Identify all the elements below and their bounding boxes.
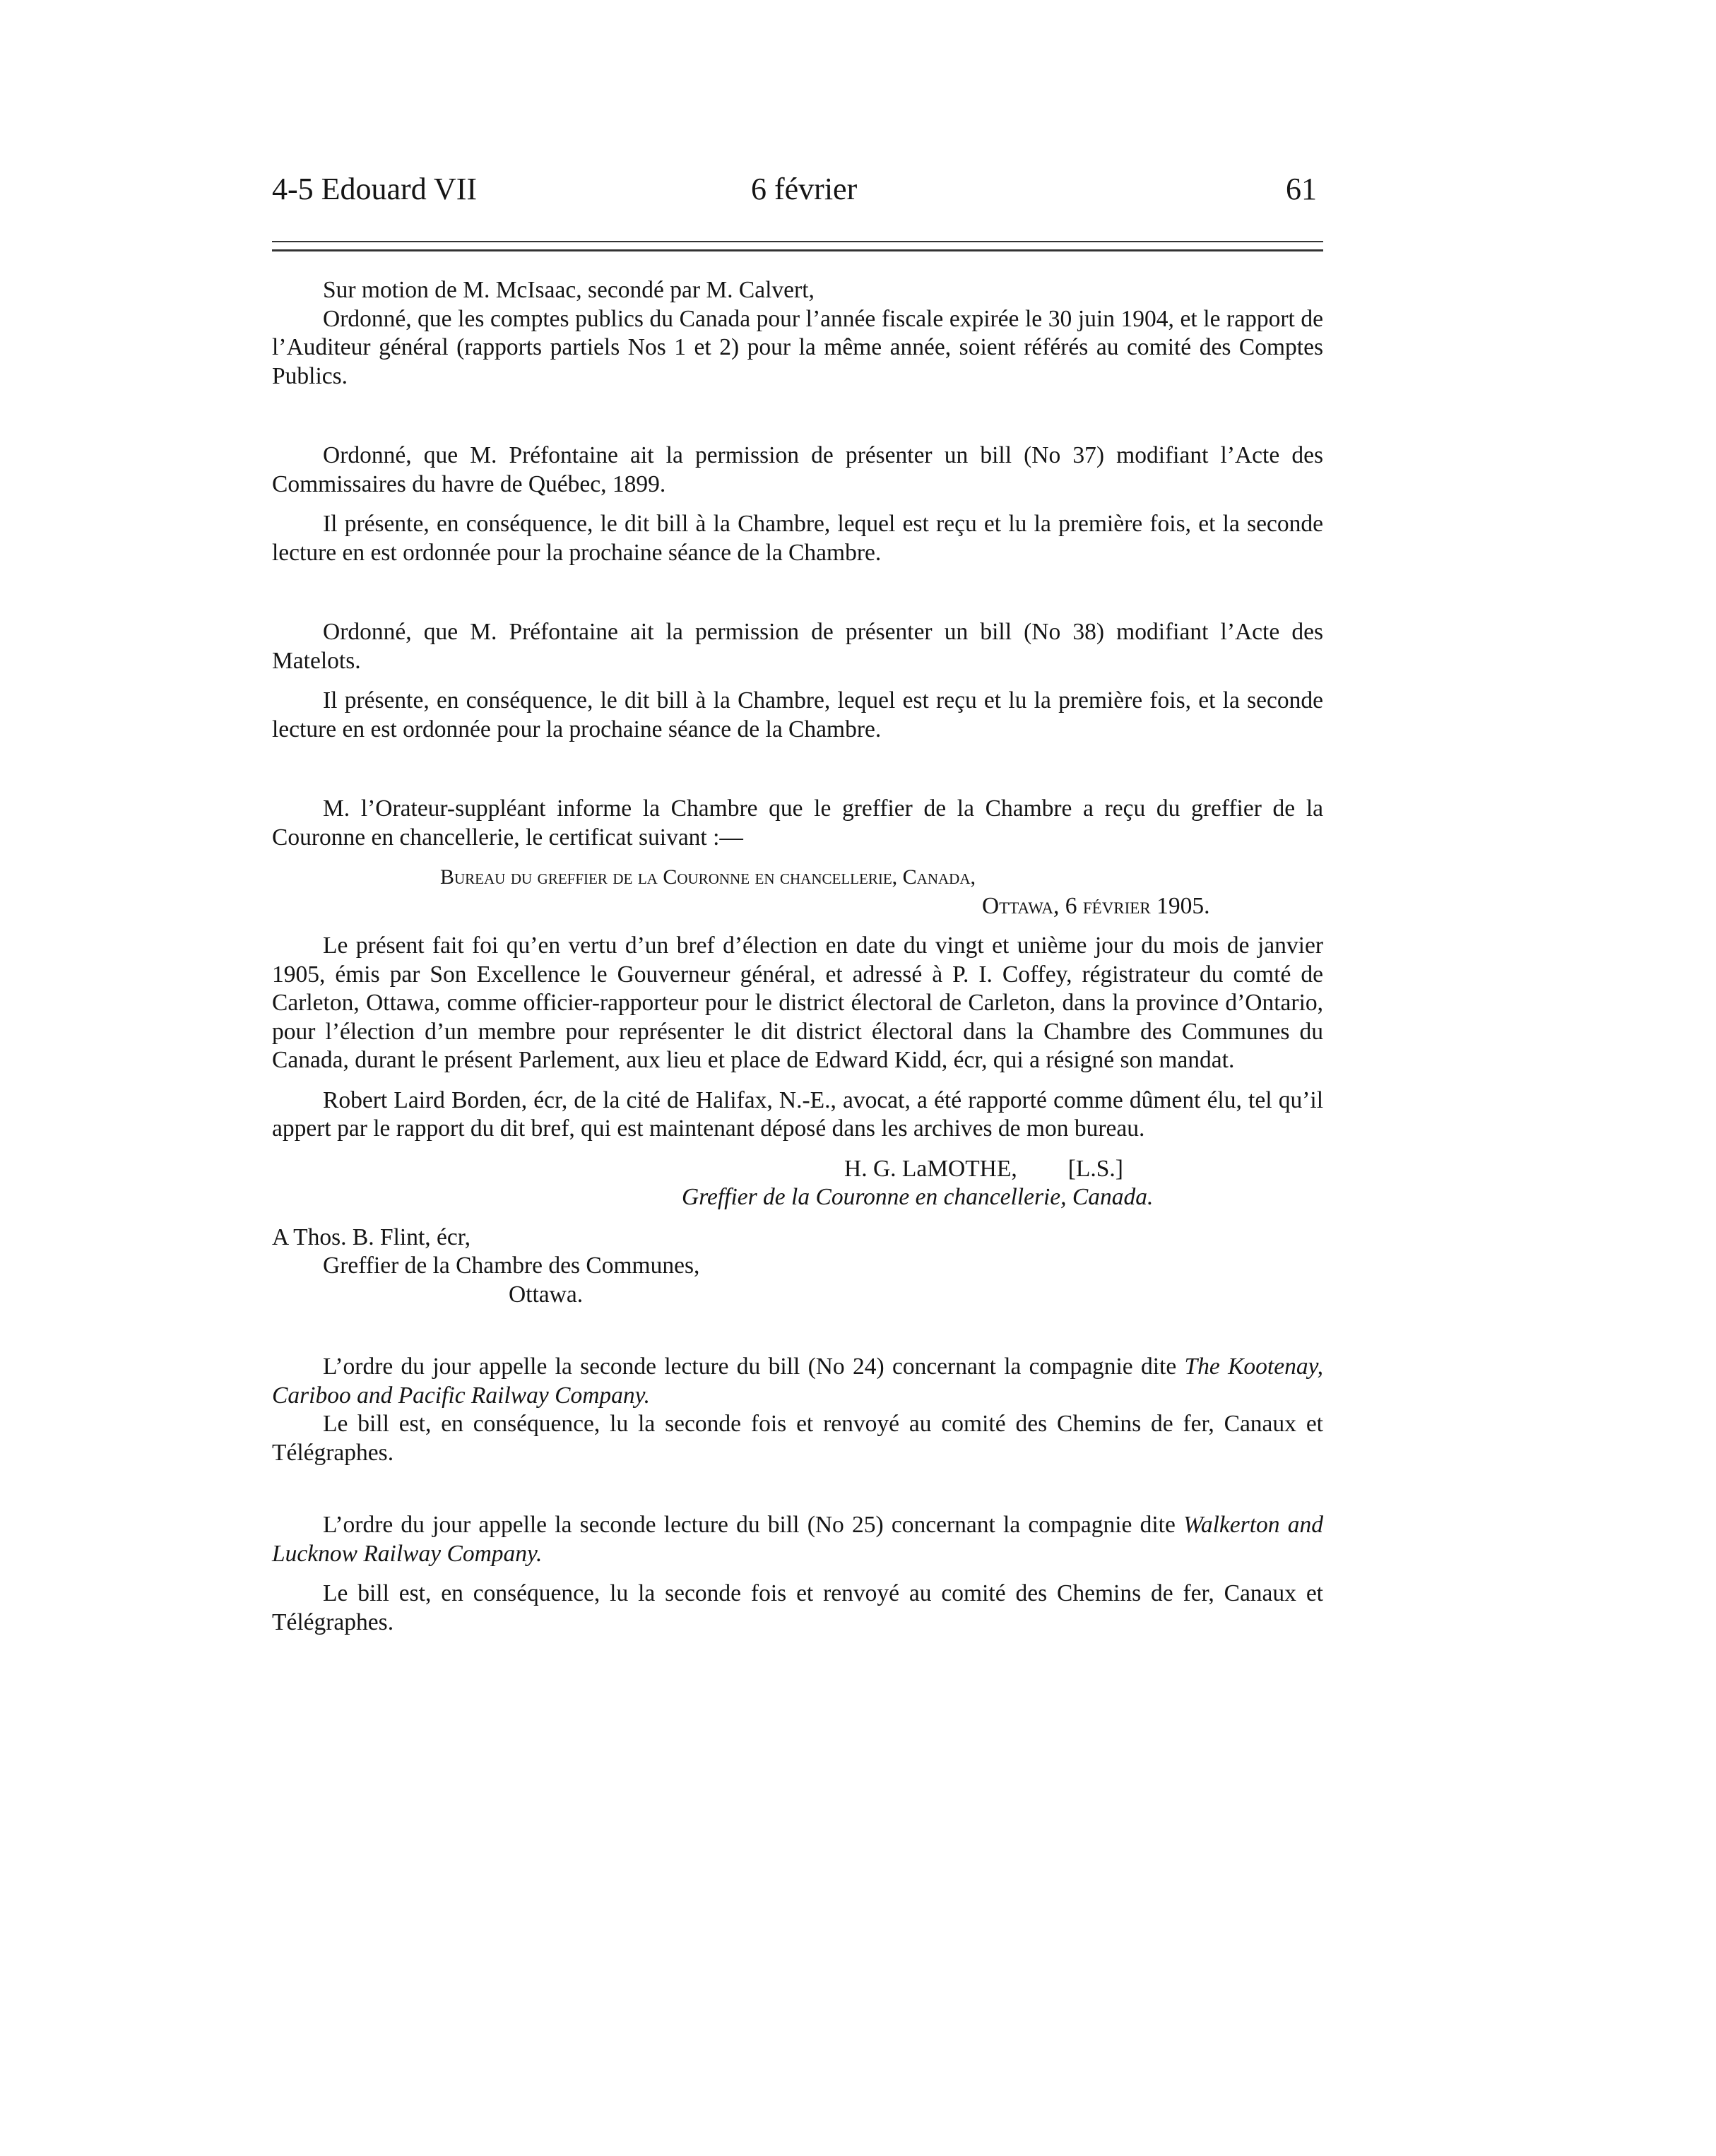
running-header-date: 6 février bbox=[751, 172, 858, 206]
certificate-body-elected: Robert Laird Borden, écr, de la cité de Halifax, N.-E., avocat, a été rapporté comme dûment élu, tel qu’il appert par le rapport du dit bref, qui est maintenant déposé dans les archives de mon bureau. bbox=[272, 1086, 1323, 1142]
bill-24-text: L’ordre du jour appelle la seconde lecture du bill (No 24) concernant la compagnie dite bbox=[323, 1354, 1185, 1380]
paragraph-bill-37-leave: Ordonné, que M. Préfontaine ait la permission de présenter un bill (No 37) modifiant l’Acte des Commissaires du havre de Québec, 1899. bbox=[272, 442, 1323, 497]
header-rule-bottom bbox=[272, 249, 1323, 251]
section-spacer bbox=[272, 1309, 1323, 1353]
paragraph-bill-38-leave: Ordonné, que M. Préfontaine ait la permission de présenter un bill (No 38) modifiant l’Acte des Matelots. bbox=[272, 619, 1323, 674]
paragraph-motion: Sur motion de M. McIsaac, secondé par M. Calvert, bbox=[323, 277, 815, 303]
addressee-name: A Thos. B. Flint, écr, bbox=[272, 1224, 471, 1250]
paragraph-bill-24-order bbox=[272, 1353, 1323, 1410]
spacer bbox=[272, 852, 1323, 863]
spacer bbox=[272, 499, 1323, 510]
paragraph-bill-37-first-reading: Il présente, en conséquence, le dit bill à la Chambre, lequel est reçu et lu la première fois, et la seconde lecture en est ordonnée pour la prochaine séance de la Chambre. bbox=[272, 511, 1323, 566]
certificate-office: Bureau du greffier de la Couronne en chancellerie, Canada, bbox=[440, 865, 976, 889]
paragraph-bill-38-first-reading: Il présente, en conséquence, le dit bill à la Chambre, lequel est reçu et lu la première fois, et la seconde lecture en est ordonnée pour la prochaine séance de la Chambre. bbox=[272, 687, 1323, 742]
certificate-body-writ: Le présent fait foi qu’en vertu d’un bref d’élection en date du vingt et unième jour du mois de janvier 1905, émis par Son Excellence le Gouverneur général, et adressé à P. I. Coffey, régistrateur du comté de Carleton, Ottawa, comme officier-rapporteur pour le district électoral de Carleton, dans la province d’Ontario, pour l’élection d’un membre pour représenter le dit district électoral dans la Chambre des Communes du Canada, durant le présent Parlement, aux lieu et place de Edward Kidd, écr, qui a résigné son mandat. bbox=[272, 932, 1323, 1073]
signer-title: Greffier de la Couronne en chancellerie, Canada. bbox=[682, 1184, 1154, 1210]
section-spacer bbox=[272, 1467, 1323, 1511]
certificate-heading bbox=[272, 863, 1323, 920]
addressee-city: Ottawa. bbox=[509, 1281, 584, 1308]
certificate-place-date bbox=[272, 892, 1323, 921]
spacer bbox=[272, 1144, 1323, 1155]
section-spacer bbox=[272, 744, 1323, 795]
signer-line bbox=[272, 1155, 1323, 1184]
spacer bbox=[272, 1212, 1323, 1224]
bill-25-company: Walkerton and Lucknow Railway Company. bbox=[272, 1512, 1323, 1567]
paragraph-order-public-accounts: Ordonné, que les comptes publics du Canada pour l’année fiscale expirée le 30 juin 1904, et le rapport de l’Auditeur général (rapports partiels Nos 1 et 2) pour la même année, soient référés au comité des Comptes Publics. bbox=[272, 305, 1323, 389]
paragraph-bill-24-referred: Le bill est, en conséquence, lu la seconde fois et renvoyé au comité des Chemins de fer, Canaux et Télégraphes. bbox=[272, 1411, 1323, 1466]
addressee-office: Greffier de la Chambre des Communes, bbox=[323, 1252, 700, 1279]
certificate-signature bbox=[272, 1155, 1323, 1212]
spacer bbox=[272, 1075, 1323, 1086]
spacer bbox=[272, 1568, 1323, 1580]
section-spacer bbox=[272, 391, 1323, 442]
signer-name: H. G. LaMOTHE, bbox=[844, 1155, 1017, 1182]
certificate-place-date-text: Ottawa, 6 février 1905. bbox=[982, 892, 1210, 919]
certificate-addressee bbox=[272, 1224, 1323, 1310]
seal-mark: [L.S.] bbox=[1067, 1155, 1123, 1182]
section-spacer bbox=[272, 567, 1323, 618]
spacer bbox=[272, 920, 1323, 932]
paragraph-speaker-informs: M. l’Orateur-suppléant informe la Chambre que le greffier de la Chambre a reçu du greffier de la Couronne en chancellerie, le certificat suivant :— bbox=[272, 795, 1323, 851]
spacer bbox=[272, 675, 1323, 687]
running-header-left: 4-5 Edouard VII bbox=[272, 172, 477, 206]
page-body bbox=[272, 276, 1323, 1637]
paragraph-bill-25-referred: Le bill est, en conséquence, lu la seconde fois et renvoyé au comité des Chemins de fer, Canaux et Télégraphes. bbox=[272, 1580, 1323, 1635]
bill-25-text: L’ordre du jour appelle la seconde lecture du bill (No 25) concernant la compagnie dite bbox=[323, 1512, 1184, 1538]
page-number: 61 bbox=[1286, 172, 1317, 206]
header-rule-top bbox=[272, 241, 1323, 242]
paragraph-bill-25-order bbox=[272, 1511, 1323, 1568]
bill-24-company: The Kootenay, Cariboo and Pacific Railway Company. bbox=[272, 1354, 1323, 1409]
